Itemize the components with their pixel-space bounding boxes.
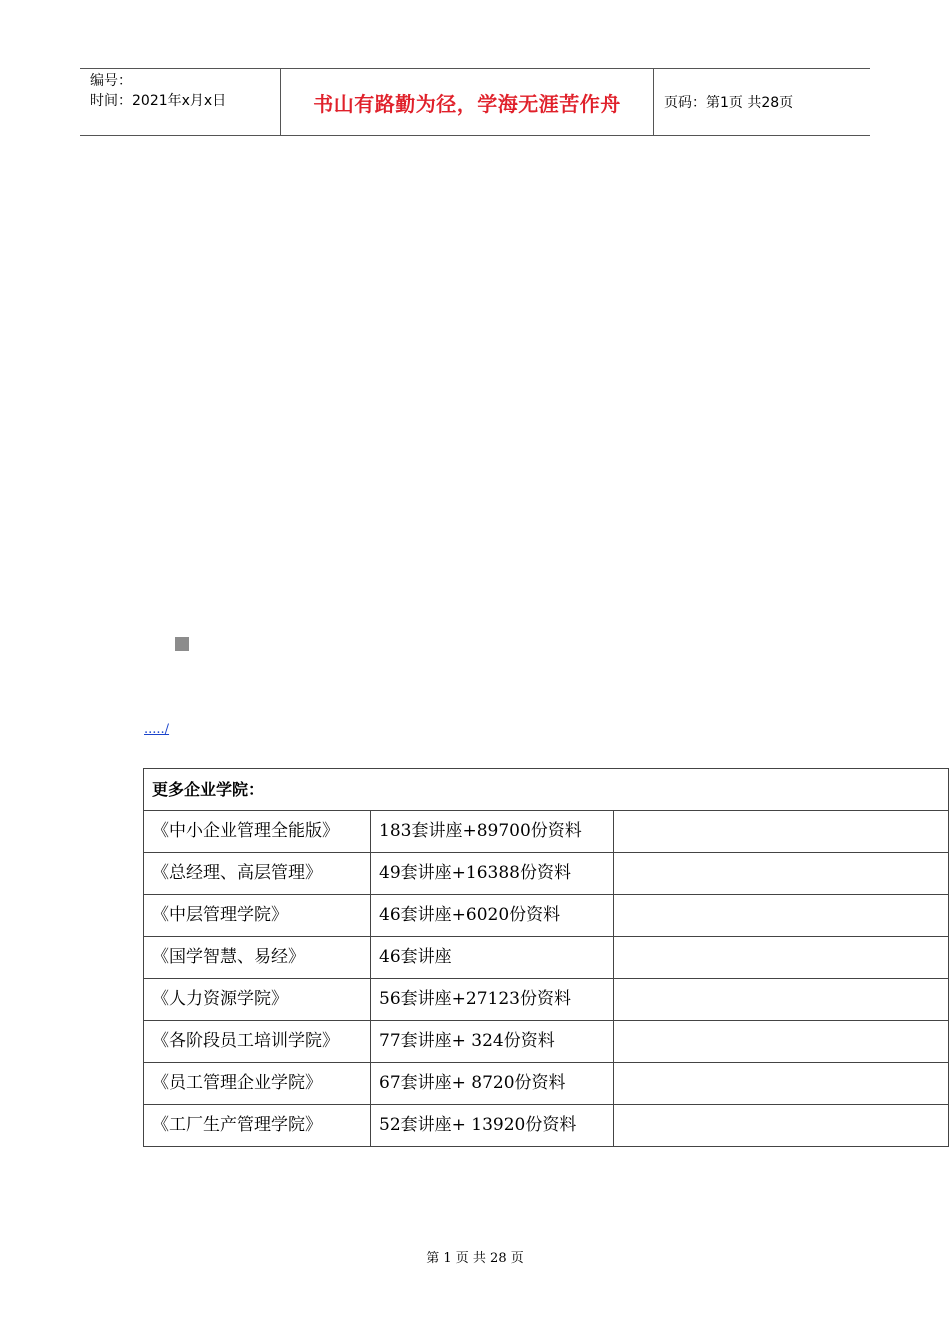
course-name: 《工厂生产管理学院》 bbox=[144, 1105, 371, 1147]
course-extra bbox=[614, 937, 949, 979]
course-table bbox=[143, 768, 949, 1147]
course-content: 49套讲座+16388份资料 bbox=[371, 853, 614, 895]
table-row bbox=[144, 979, 949, 1021]
course-name: 《中层管理学院》 bbox=[144, 895, 371, 937]
table-row bbox=[144, 1105, 949, 1147]
document-link[interactable]: ...../ bbox=[144, 722, 170, 737]
table-row bbox=[144, 937, 949, 979]
table-row bbox=[144, 811, 949, 853]
course-name: 《国学智慧、易经》 bbox=[144, 937, 371, 979]
course-name: 《各阶段员工培训学院》 bbox=[144, 1021, 371, 1063]
table-row bbox=[144, 853, 949, 895]
time-label: 时间：2021年x月x日 bbox=[90, 93, 227, 109]
page-footer: 第 1 页 共 28 页 bbox=[426, 1251, 524, 1266]
course-extra bbox=[614, 1105, 949, 1147]
course-extra bbox=[614, 853, 949, 895]
table-row bbox=[144, 1021, 949, 1063]
course-content: 52套讲座+ 13920份资料 bbox=[371, 1105, 614, 1147]
number-label: 编号： bbox=[90, 73, 132, 89]
course-extra bbox=[614, 1063, 949, 1105]
header-meta bbox=[80, 69, 281, 135]
square-bullet-icon bbox=[175, 637, 189, 651]
course-content: 67套讲座+ 8720份资料 bbox=[371, 1063, 614, 1105]
course-name: 《总经理、高层管理》 bbox=[144, 853, 371, 895]
course-name: 《中小企业管理全能版》 bbox=[144, 811, 371, 853]
header-motto: 书山有路勤为径，学海无涯苦作舟 bbox=[281, 69, 654, 135]
course-content: 183套讲座+89700份资料 bbox=[371, 811, 614, 853]
course-content: 56套讲座+27123份资料 bbox=[371, 979, 614, 1021]
course-extra bbox=[614, 895, 949, 937]
table-title: 更多企业学院： bbox=[144, 769, 949, 811]
course-name: 《人力资源学院》 bbox=[144, 979, 371, 1021]
table-row bbox=[144, 895, 949, 937]
course-extra bbox=[614, 979, 949, 1021]
course-content: 77套讲座+ 324份资料 bbox=[371, 1021, 614, 1063]
course-extra bbox=[614, 1021, 949, 1063]
course-extra bbox=[614, 811, 949, 853]
header-page-info: 页码：第1页 共28页 bbox=[664, 95, 794, 111]
course-content: 46套讲座+6020份资料 bbox=[371, 895, 614, 937]
table-row bbox=[144, 1063, 949, 1105]
course-content: 46套讲座 bbox=[371, 937, 614, 979]
course-name: 《员工管理企业学院》 bbox=[144, 1063, 371, 1105]
document-header bbox=[80, 68, 870, 136]
